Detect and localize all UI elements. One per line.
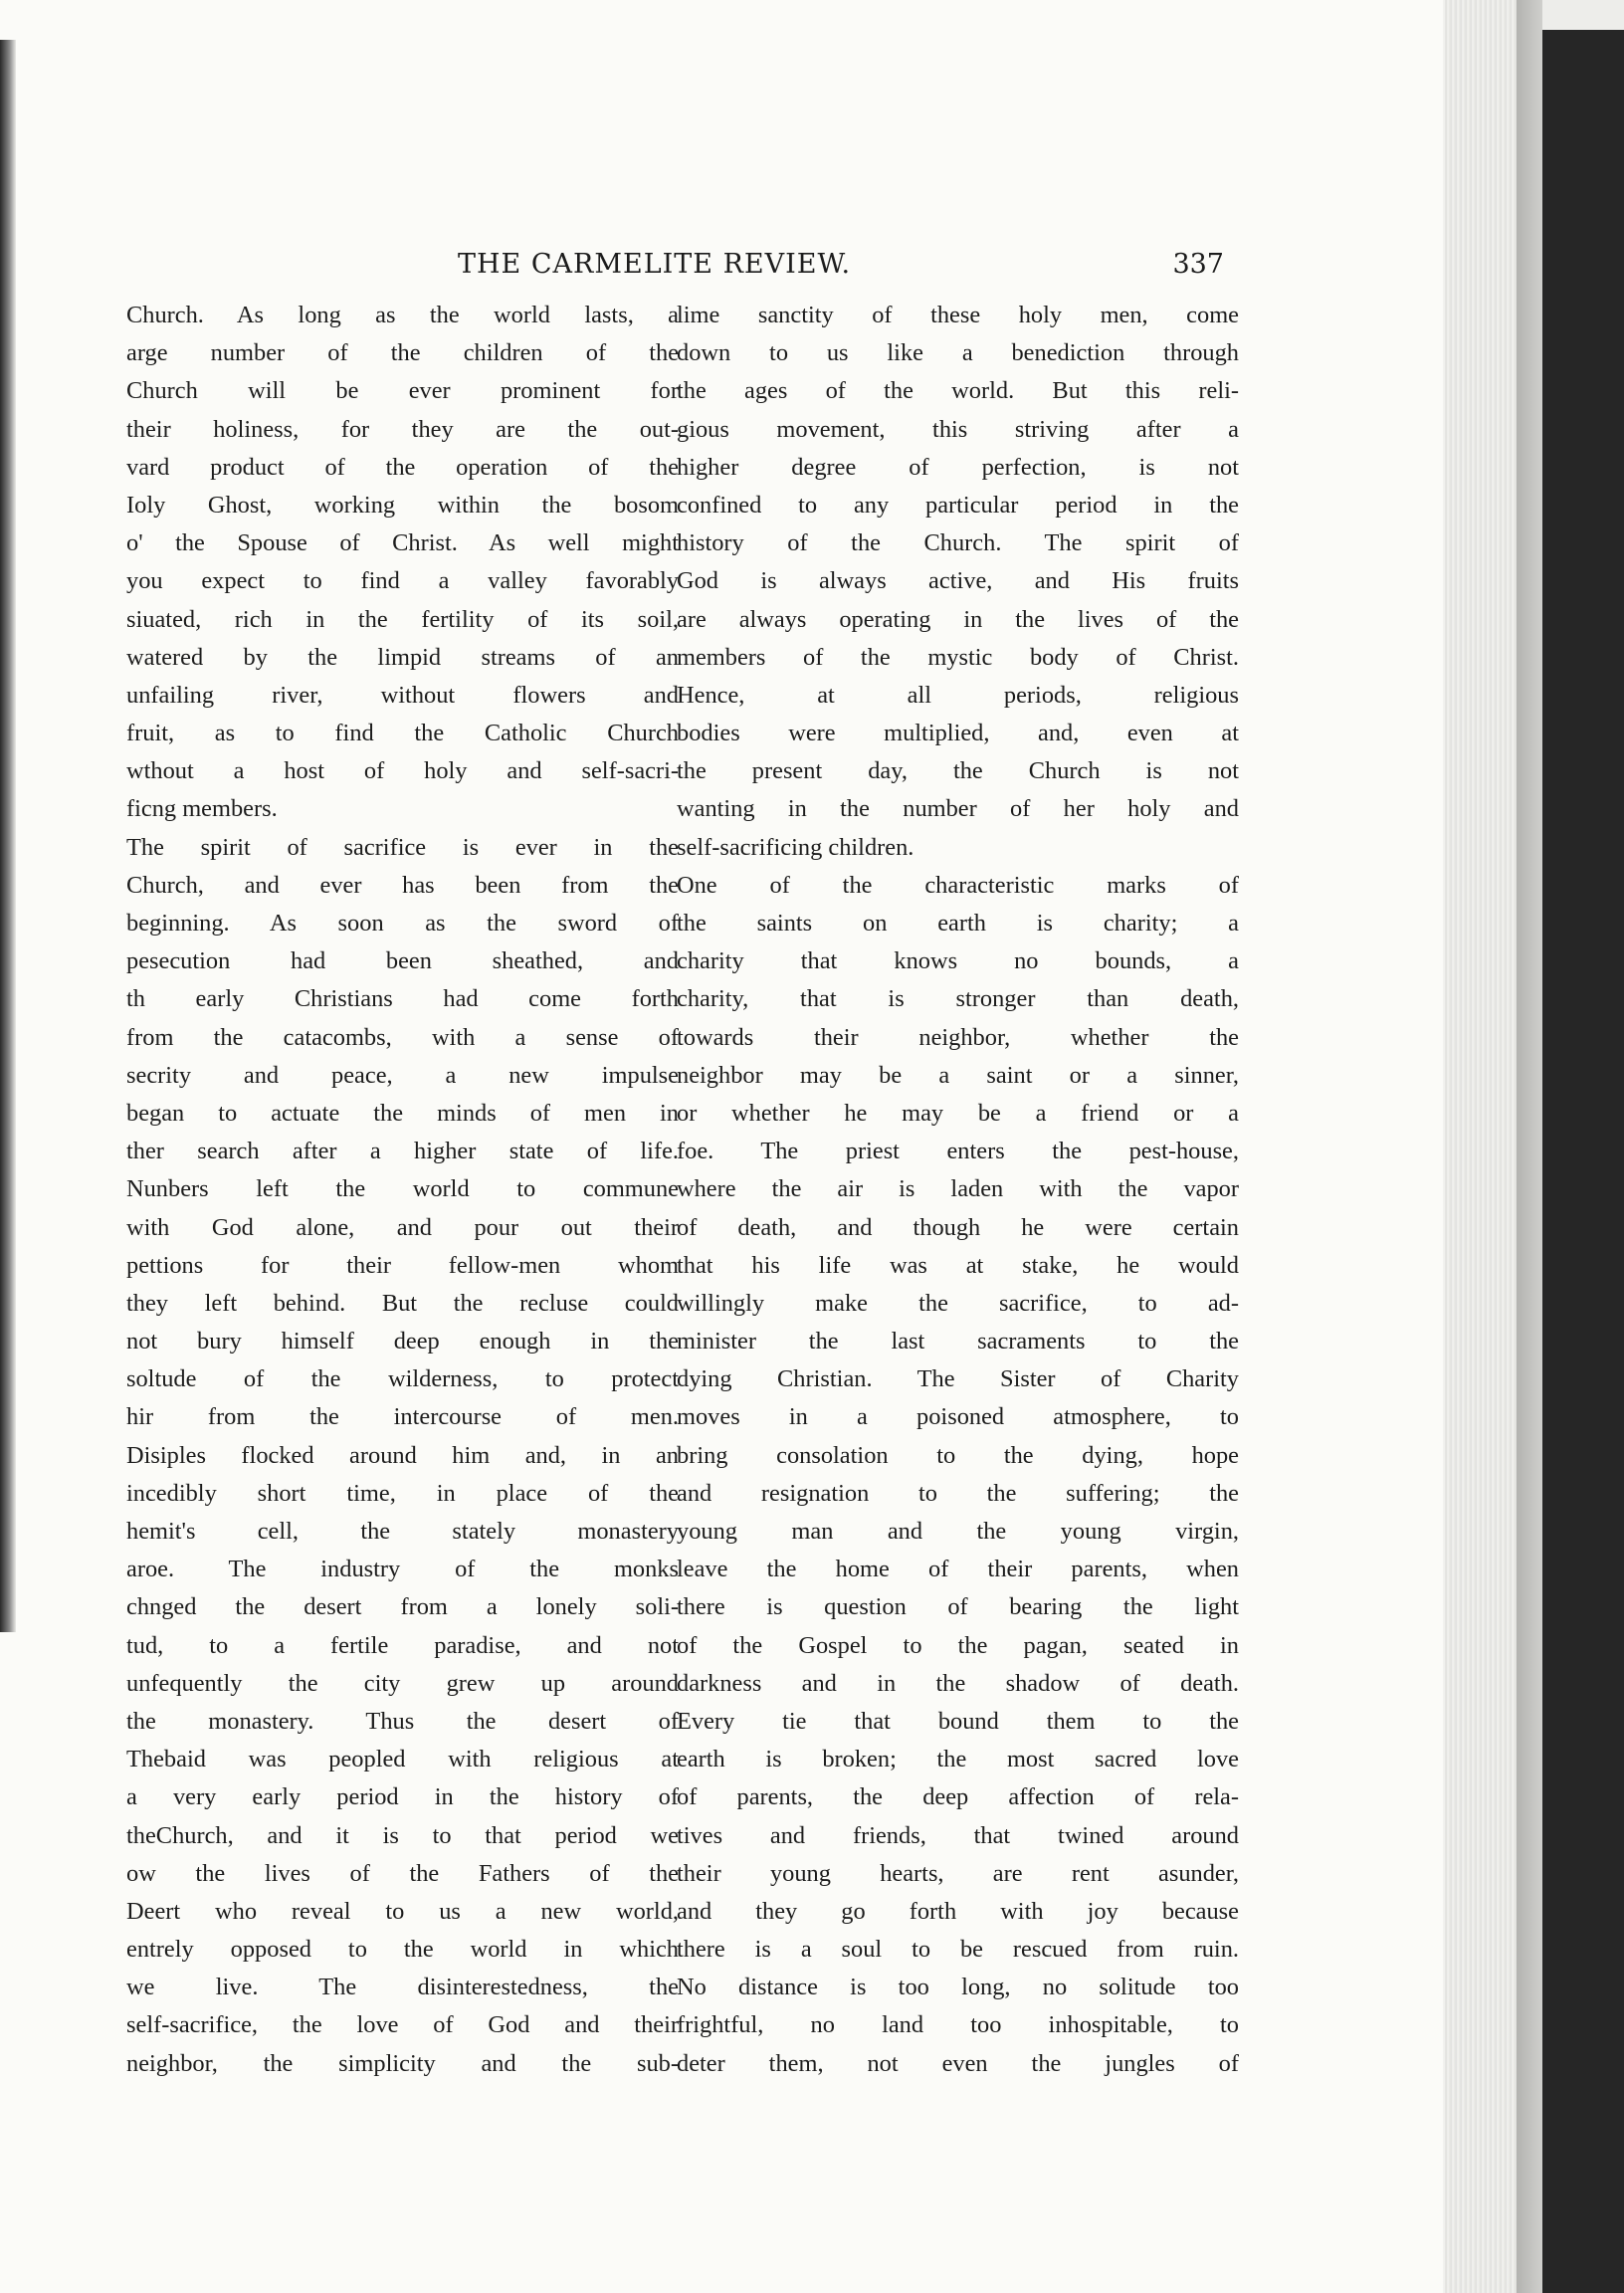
text-line: Church will be ever prominent for xyxy=(126,377,679,405)
left-text-column xyxy=(126,297,679,2083)
text-line: pesecution had been sheathed, and xyxy=(126,947,679,975)
text-line: arge number of the children of the xyxy=(126,339,679,367)
text-line: unfequently the city grew up around xyxy=(126,1669,679,1697)
page-edge-shadow xyxy=(1517,0,1542,2293)
journal-title: THE CARMELITE REVIEW. xyxy=(458,249,852,280)
text-line: members of the mystic body of Christ. xyxy=(677,643,1239,671)
text-line: th early Christians had come forth xyxy=(126,985,679,1013)
text-line: are always operating in the lives of the xyxy=(677,605,1239,633)
page-stack-edges xyxy=(1445,0,1517,2293)
text-line: there is question of bearing the light xyxy=(677,1593,1239,1621)
text-line: that his life was at stake, he would xyxy=(677,1251,1239,1279)
text-line: the saints on earth is charity; a xyxy=(677,910,1239,937)
text-line: of death, and though he were certain xyxy=(677,1213,1239,1241)
text-line: foe. The priest enters the pest-house, xyxy=(677,1138,1239,1165)
text-line: neighbor, the simplicity and the sub- xyxy=(126,2049,679,2077)
text-line: and they go forth with joy because xyxy=(677,1897,1239,1925)
text-line: you expect to find a valley favorably xyxy=(126,567,679,595)
text-line: Church. As long as the world lasts, a xyxy=(126,302,679,328)
text-line: towards their neighbor, whether the xyxy=(677,1023,1239,1051)
text-line: Disiples flocked around him and, in an xyxy=(126,1441,679,1469)
text-line: from the catacombs, with a sense of xyxy=(126,1023,679,1051)
text-line: a very early period in the history of xyxy=(126,1783,679,1811)
text-line: Church, and ever has been from the xyxy=(126,871,679,899)
text-line: moves in a poisoned atmosphere, to xyxy=(677,1403,1239,1431)
text-line: darkness and in the shadow of death. xyxy=(677,1669,1239,1697)
text-line: wanting in the number of her holy and xyxy=(677,795,1239,823)
text-line: tives and friends, that twined around xyxy=(677,1821,1239,1849)
text-line: their young hearts, are rent asunder, xyxy=(677,1859,1239,1887)
text-line: charity, that is stronger than death, xyxy=(677,985,1239,1013)
text-line: of the Gospel to the pagan, seated in xyxy=(677,1631,1239,1659)
text-line: watered by the limpid streams of an xyxy=(126,643,679,671)
text-line: dying Christian. The Sister of Charity xyxy=(677,1365,1239,1393)
text-line: gious movement, this striving after a xyxy=(677,415,1239,443)
text-line: Ioly Ghost, working within the bosom xyxy=(126,491,679,519)
text-line: ow the lives of the Fathers of the xyxy=(126,1859,679,1887)
text-line: ther search after a higher state of life. xyxy=(126,1138,679,1165)
text-line: young man and the young virgin, xyxy=(677,1518,1239,1545)
text-line: pettions for their fellow-men whom xyxy=(126,1251,679,1279)
text-line: incedibly short time, in place of the xyxy=(126,1479,679,1507)
text-line: with God alone, and pour out their xyxy=(126,1213,679,1241)
text-line: hir from the intercourse of men. xyxy=(126,1403,679,1431)
text-line: not bury himself deep enough in the xyxy=(126,1328,679,1355)
text-line: hemit's cell, the stately monastery xyxy=(126,1518,679,1545)
text-line: Thebaid was peopled with religious at xyxy=(126,1746,679,1773)
text-line: beginning. As soon as the sword of xyxy=(126,910,679,937)
text-line: willingly make the sacrifice, to ad- xyxy=(677,1289,1239,1317)
text-line: aroe. The industry of the monks xyxy=(126,1556,679,1583)
text-line: soltude of the wilderness, to protect xyxy=(126,1365,679,1393)
text-line: frightful, no land too inhospitable, to xyxy=(677,2011,1239,2039)
text-line: history of the Church. The spirit of xyxy=(677,529,1239,557)
text-line: God is always active, and His fruits xyxy=(677,567,1239,595)
text-line: or whether he may be a friend or a xyxy=(677,1099,1239,1127)
text-line: deter them, not even the jungles of xyxy=(677,2049,1239,2077)
text-line: vard product of the operation of the xyxy=(126,453,679,481)
text-line: the ages of the world. But this reli- xyxy=(677,377,1239,405)
text-line: No distance is too long, no solitude too xyxy=(677,1974,1239,2001)
text-line: lime sanctity of these holy men, come xyxy=(677,302,1239,328)
text-line: theChurch, and it is to that period we xyxy=(126,1821,679,1849)
text-line: higher degree of perfection, is not xyxy=(677,453,1239,481)
text-line: bring consolation to the dying, hope xyxy=(677,1441,1239,1469)
text-line: their holiness, for they are the out- xyxy=(126,415,679,443)
text-line: the monastery. Thus the desert of xyxy=(126,1707,679,1735)
text-line: confined to any particular period in the xyxy=(677,491,1239,519)
text-line: wthout a host of holy and self-sacri- xyxy=(126,757,679,785)
text-line: Deert who reveal to us a new world, xyxy=(126,1897,679,1925)
text-line: Every tie that bound them to the xyxy=(677,1707,1239,1735)
text-line: we live. The disinterestedness, the xyxy=(126,1974,679,2001)
text-line: leave the home of their parents, when xyxy=(677,1556,1239,1583)
text-line: earth is broken; the most sacred love xyxy=(677,1746,1239,1773)
text-line: tud, to a fertile paradise, and not xyxy=(126,1631,679,1659)
text-line: bodies were multiplied, and, even at xyxy=(677,720,1239,747)
text-line: of parents, the deep affection of rela- xyxy=(677,1783,1239,1811)
text-line: neighbor may be a saint or a sinner, xyxy=(677,1061,1239,1089)
text-line: entrely opposed to the world in which xyxy=(126,1936,679,1964)
text-line: siuated, rich in the fertility of its soil, xyxy=(126,605,679,633)
text-line: o' the Spouse of Christ. As well might xyxy=(126,529,679,557)
text-line: and resignation to the suffering; the xyxy=(677,1479,1239,1507)
text-line: began to actuate the minds of men in xyxy=(126,1099,679,1127)
text-line: self-sacrifice, the love of God and their xyxy=(126,2011,679,2039)
text-line: where the air is laden with the vapor xyxy=(677,1175,1239,1203)
text-line: unfailing river, without flowers and xyxy=(126,681,679,709)
background-light-strip xyxy=(1542,0,1624,30)
right-text-column xyxy=(677,297,1239,2083)
text-line: ficng members. xyxy=(126,795,278,823)
text-line: down to us like a benediction through xyxy=(677,339,1239,367)
text-line: minister the last sacraments to the xyxy=(677,1328,1239,1355)
page-number: 337 xyxy=(1172,249,1224,280)
running-header xyxy=(458,249,1224,289)
text-line: charity that knows no bounds, a xyxy=(677,947,1239,975)
background-dark xyxy=(1542,0,1624,2293)
text-line: the present day, the Church is not xyxy=(677,757,1239,785)
text-line: secrity and peace, a new impulse xyxy=(126,1061,679,1089)
text-line: Hence, at all periods, religious xyxy=(677,681,1239,709)
text-line: One of the characteristic marks of xyxy=(677,871,1239,899)
text-line: self-sacrificing children. xyxy=(677,833,914,861)
binding-shadow xyxy=(0,40,16,1632)
text-line: The spirit of sacrifice is ever in the xyxy=(126,833,679,861)
text-line: they left behind. But the recluse could xyxy=(126,1289,679,1317)
text-line: Nunbers left the world to commune xyxy=(126,1175,679,1203)
text-line: there is a soul to be rescued from ruin. xyxy=(677,1936,1239,1964)
text-line: chnged the desert from a lonely soli- xyxy=(126,1593,679,1621)
text-line: fruit, as to find the Catholic Church xyxy=(126,720,679,747)
